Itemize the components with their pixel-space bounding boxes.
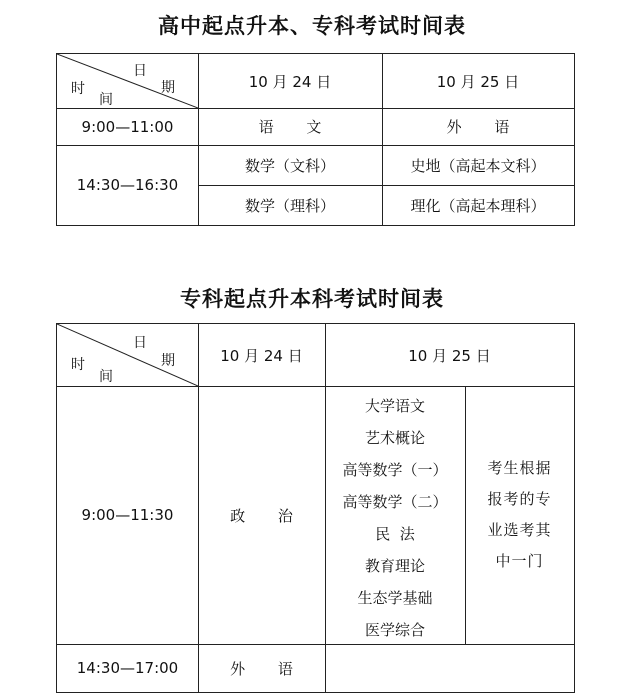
table1-row1-day1: 语 文 [258, 118, 336, 136]
table2-subject-item: 医学综合 [364, 621, 425, 639]
table1-header-date-label [131, 60, 195, 98]
table2-note-line: 报考的专 [487, 490, 552, 508]
table2-subject-item: 高等数学（二） [342, 493, 448, 511]
table2-row1-day1: 政 治 [230, 506, 307, 525]
table2-header-date-char1: 日 [133, 335, 147, 351]
table2-note-line: 考生根据 [487, 459, 552, 477]
table2-header-day2: 10 月 25 日 [408, 346, 491, 365]
table2-header-date-char2: 期 [161, 353, 175, 369]
table2-subject-list [325, 390, 465, 646]
table2-header-time-char2: 间 [99, 369, 113, 385]
table1-row2-day2-a: 史地（高起本文科） [410, 156, 546, 175]
table2-subject-item: 民 法 [375, 525, 415, 543]
table1-row2-day1-a: 数学（文科） [244, 156, 335, 175]
table1-header-time-char2: 间 [99, 92, 113, 108]
table2-header-day1: 10 月 24 日 [220, 346, 303, 365]
table2-subject-item: 艺术概论 [364, 429, 425, 447]
table2-subject-item: 高等数学（一） [342, 461, 448, 479]
table2-selection-note [465, 453, 574, 577]
table1-title: 高中起点升本、专科考试时间表 [158, 14, 466, 38]
table2-subject-item: 教育理论 [364, 557, 425, 575]
table1-row2-day2-b: 理化（高起本理科） [410, 196, 546, 215]
table2-row2-day2 [325, 644, 574, 692]
table2-header-time-char1: 时 [71, 357, 85, 373]
table1-header-day2: 10 月 25 日 [436, 72, 520, 91]
table1-header-time-char1: 时 [71, 81, 85, 97]
table2-note-line: 中一门 [495, 552, 544, 570]
table1-row2-day1-b: 数学（理科） [244, 196, 335, 215]
table2 [56, 323, 575, 693]
table1-row1-time: 9:00—11:00 [81, 117, 174, 136]
table2-subject-item: 生态学基础 [357, 589, 433, 607]
table2-row1-time: 9:00—11:30 [81, 506, 174, 524]
table2-header-date-label [131, 332, 195, 372]
table2-title: 专科起点升本科考试时间表 [180, 287, 444, 311]
table2-note-line: 业选考其 [487, 521, 552, 539]
table1-header-time-label [71, 76, 131, 106]
table1-row1-day2: 外 语 [446, 118, 524, 136]
table1-header-date-char1: 日 [133, 63, 147, 79]
table2-subject-item: 大学语文 [364, 397, 425, 415]
table1-header-day1: 10 月 24 日 [248, 72, 332, 91]
table1-row2-time: 14:30—16:30 [76, 176, 179, 194]
table1-header-date-char2: 期 [161, 80, 175, 96]
table2-header-time-label [71, 352, 131, 384]
table1 [56, 53, 575, 226]
table2-row2-day1: 外 语 [230, 659, 307, 678]
table2-row2-time: 14:30—17:00 [76, 659, 179, 677]
